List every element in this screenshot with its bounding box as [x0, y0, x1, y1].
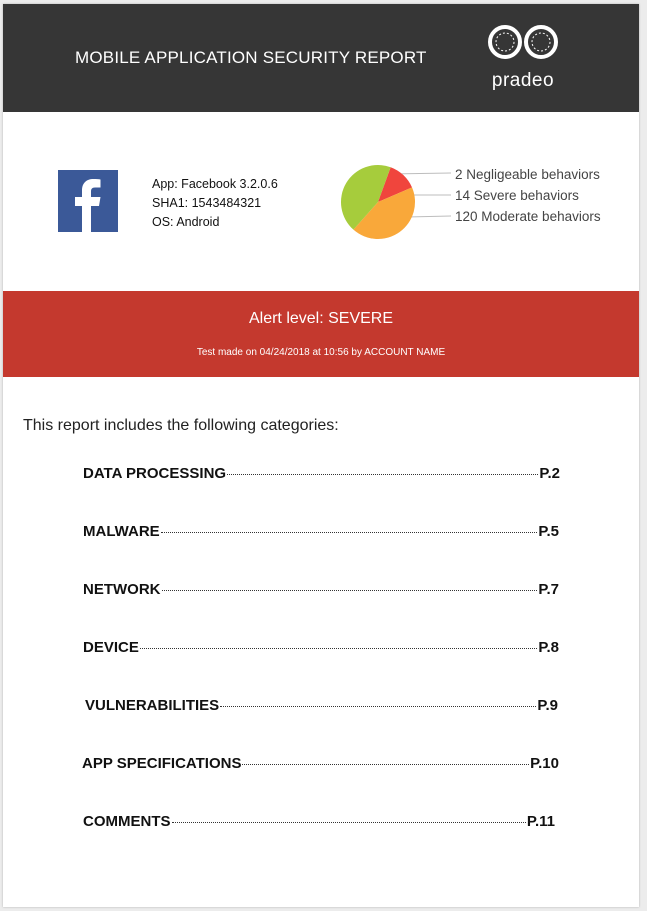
toc-item-page: P.10 — [530, 755, 559, 772]
toc-item-data-processing[interactable] — [83, 465, 560, 487]
toc-item-vulnerabilities[interactable] — [85, 697, 558, 719]
toc-leader — [242, 764, 529, 765]
alert-level: Alert level: SEVERE — [248, 310, 394, 327]
toc-item-comments[interactable] — [83, 813, 555, 835]
behaviors-pie-chart — [338, 162, 418, 242]
legend-moderate: 120 Moderate behaviors — [455, 209, 601, 224]
toc-item-name: VULNERABILITIES — [85, 697, 220, 714]
app-sha1: SHA1: 1543484321 — [152, 196, 262, 210]
report-page — [3, 4, 639, 907]
toc-item-device[interactable] — [83, 639, 559, 661]
toc-intro: This report includes the following categories: — [23, 417, 339, 434]
toc-item-name: DATA PROCESSING — [83, 465, 227, 482]
brand-name: pradeo — [491, 70, 555, 91]
report-title: MOBILE APPLICATION SECURITY REPORT — [75, 48, 427, 67]
toc-leader — [162, 590, 538, 591]
toc-item-name: DEVICE — [83, 639, 139, 656]
toc-item-page: P.5 — [538, 523, 559, 540]
toc-item-page: P.11 — [526, 813, 555, 830]
toc-leader — [140, 648, 538, 649]
toc-leader — [172, 822, 526, 823]
toc-item-page: P.7 — [538, 581, 559, 598]
toc-item-page: P.9 — [537, 697, 558, 714]
toc-item-malware[interactable] — [83, 523, 559, 545]
app-name: App: Facebook 3.2.0.6 — [152, 177, 278, 191]
pie-legend-lines — [3, 4, 639, 264]
toc-leader — [161, 532, 538, 533]
toc-item-name: COMMENTS — [83, 813, 171, 830]
toc-item-app-specifications[interactable] — [82, 755, 559, 777]
toc-leader — [220, 706, 536, 707]
toc-item-name: APP SPECIFICATIONS — [82, 755, 242, 772]
toc-item-name: NETWORK — [83, 581, 161, 598]
toc-item-network[interactable] — [83, 581, 559, 603]
test-info: Test made on 04/24/2018 at 10:56 by ACCOUNT NAME — [196, 347, 446, 358]
toc-item-name: MALWARE — [83, 523, 160, 540]
legend-severe: 14 Severe behaviors — [455, 188, 579, 203]
legend-negligeable: 2 Negligeable behaviors — [455, 167, 600, 182]
app-os: OS: Android — [152, 215, 220, 229]
toc-item-page: P.2 — [539, 465, 560, 482]
toc-leader — [227, 474, 538, 475]
toc-item-page: P.8 — [538, 639, 559, 656]
alert-banner — [3, 291, 639, 377]
